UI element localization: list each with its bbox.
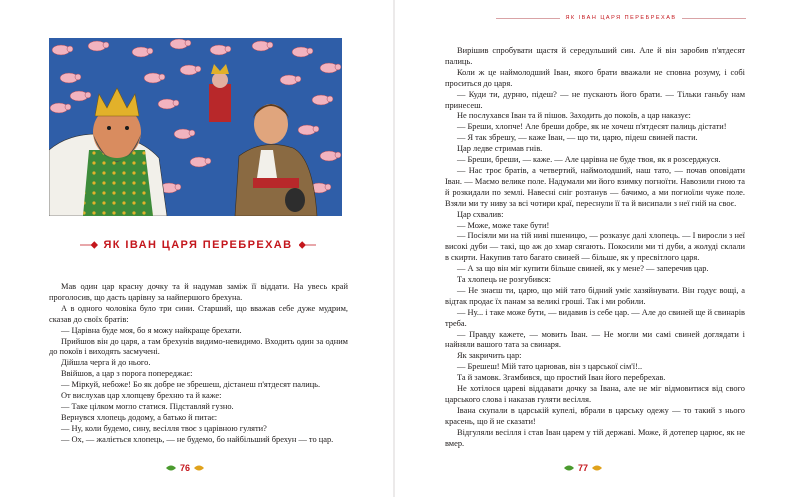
flying-pig-head	[295, 76, 301, 82]
left-page-text	[49, 282, 348, 446]
puppet-body	[209, 84, 231, 122]
flying-pig-head	[225, 46, 231, 52]
paragraph: — Ох, — жаліється хлопець, — не будемо, бо найбільший брехун — то цар.	[61, 434, 334, 444]
green-gold-leaf-icon	[563, 464, 575, 472]
flying-pig-head	[325, 184, 331, 190]
paragraph: — Брешеш! Мій тато царював, він з царської сім'ї!..	[457, 362, 643, 372]
running-head-rule	[496, 18, 560, 19]
paragraph: — Нас троє братів, а четвертий, наймолодший, наш тато, — почав оповідати Іван. — Маємо велике поле. Надумали ми його взимку погноїти. Навозили гною та й розкидали по землі. Навесні сніг розтанув — бачимо, а ми погноїли чуже поле. Взяли ми ту ниву за всі чотири краї, переснули її та й висипали з неї гній на своє.	[445, 165, 745, 208]
page-number-text: 77	[578, 463, 589, 473]
paragraph: Цар схвалив:	[457, 209, 504, 219]
ivan-belt	[253, 178, 299, 188]
paragraph: Прийшов він до царя, а там брехунів видимо-невидимо. Входить один за одним до покоїв і виходять засмучені.	[49, 336, 348, 357]
green-gold-leaf-icon	[193, 464, 205, 472]
paragraph: — Міркуй, небоже! Бо як добре не збрешеш, дістанеш п'ятдесят палиць.	[61, 380, 321, 390]
paragraph: — А за що він міг купити більше свиней, як у мене? — заперечив цар.	[457, 264, 709, 274]
flying-pig-head	[85, 92, 91, 98]
flying-pig-head	[175, 184, 181, 190]
green-gold-leaf-icon	[591, 464, 603, 472]
paragraph: Мав один цар красну дочку та й надумав заміж її віддати. На увесь край проголосив, що дасть царівну за найпершого брехуна.	[49, 282, 348, 302]
paragraph: — Ну... і таке може бути, — видавив із себе цар. — Але до свиней ще й свинарів треба.	[445, 307, 745, 328]
story-title: ЯК ІВАН ЦАРЯ ПЕРЕБРЕХАВ	[103, 239, 293, 251]
paragraph: Коли ж це наймолодший Іван, якого брати вважали не сповна розуму, і собі проситься до царя.	[445, 67, 745, 88]
flying-pig-head	[103, 42, 109, 48]
paragraph: Та й замовк. Згамбився, що простий Іван його перебрехав.	[457, 373, 666, 383]
paragraph: — Правду кажете, — мовить Іван. — Не могли ми самі свиней доглядати і найняли вашого тата за свинаря.	[445, 329, 745, 350]
paragraph: Цар ледве стримав гнів.	[457, 144, 543, 154]
paragraph: Ввійшов, а цар з порога попереджає:	[61, 369, 193, 379]
right-page-text	[445, 46, 745, 450]
paragraph: — Царівна буде моя, бо я можу найкраще брехати.	[61, 325, 242, 335]
flying-pig-head	[205, 158, 211, 164]
paragraph: От вислухав цар хлопцеву брехню та й каже:	[61, 391, 222, 401]
flying-pig-head	[335, 64, 341, 70]
paragraph: — Куди ти, дурню, підеш? — не пускають його брати. — Тільки ганьбу нам принесеш.	[445, 89, 745, 110]
paragraph: Та хлопець не розгубився:	[457, 275, 551, 285]
paragraph: Як закричить цар:	[457, 351, 522, 361]
flying-pig-head	[67, 46, 73, 52]
flying-pig-head	[173, 100, 179, 106]
red-ornament-icon	[80, 240, 98, 250]
red-ornament-icon	[299, 240, 317, 250]
paragraph: — Посіяли ми на тій ниві пшеницю, — розказує далі хлопець. — І виросли з неї високі дуби — такі, що аж до хмар сягають. Покосили ми ті дуби, а жолуді склали в скирти. Накупив тато багато свиней — більше, як у пресвітлого царя.	[445, 231, 745, 263]
running-head-text: ЯК ІВАН ЦАРЯ ПЕРЕБРЕХАВ	[565, 15, 677, 21]
running-head-rule	[682, 18, 746, 19]
story-title-row	[80, 237, 316, 253]
page-number-text: 76	[180, 463, 191, 473]
paragraph: — Не знаєш ти, царю, що мій тато бідний уміє хазяйнувати. Він годує вощі, а відтак продає їх панам за великі гроші. Так і ми робили.	[445, 285, 745, 306]
ivan-hat	[285, 188, 305, 212]
story-illustration	[49, 38, 342, 216]
page-number-right	[563, 462, 603, 474]
paragraph: Івана скупали в царській купелі, вбрали в царську одежу — то такий з нього красень, що й не сказати!	[445, 405, 745, 426]
green-gold-leaf-icon	[165, 464, 177, 472]
paragraph: Вернувся хлопець додому, а батько й питає:	[61, 412, 218, 422]
flying-pig-head	[147, 48, 153, 54]
left-page	[0, 0, 394, 497]
paragraph: — Бреши, бреши, — каже. — Але царівна не буде твоя, як я розсерджуся.	[457, 155, 721, 165]
flying-pig-head	[335, 152, 341, 158]
flying-pig-head	[185, 40, 191, 46]
flying-pig-head	[313, 126, 319, 132]
paragraph: Не хотілося цареві віддавати дочку за Івана, але не міг відмовитися від свого царського слова і наказав гуляти весілля.	[445, 384, 745, 404]
paragraph: Дійшла черга й до нього.	[61, 358, 151, 368]
paragraph: Не послухався Іван та й пішов. Заходить до покоїв, а цар наказує:	[457, 111, 691, 121]
illustration-art	[49, 38, 342, 216]
paragraph: Відгуляли весілля і став Іван царем у тій державі. Може, й дотепер царює, як не вмер.	[445, 427, 745, 448]
flying-pig-head	[195, 66, 201, 72]
flying-pig-head	[307, 48, 313, 54]
paragraph: Вирішив спробувати щастя й середульший син. Але й він заробив п'ятдесят палиць.	[445, 46, 745, 66]
paragraph: — Бреши, хлопче! Але бреши добре, як не хочеш п'ятдесят палиць дістати!	[457, 122, 727, 132]
paragraph: А в одного чоловіка було три сини. Старший, що вважав себе дуже мудрим, сказав до своїх братів:	[49, 303, 348, 324]
paragraph: — Таке цілком могло статися. Підставляй гузно.	[61, 401, 234, 411]
flying-pig-head	[189, 130, 195, 136]
paragraph: — Я так збрешу, — каже Іван, — що ти, царю, підеш свиней пасти.	[457, 133, 698, 143]
paragraph: — Може, може таке бути!	[457, 220, 550, 230]
flying-pig-head	[267, 42, 273, 48]
flying-pig-head	[65, 104, 71, 110]
flying-pig-head	[75, 74, 81, 80]
running-head	[496, 13, 746, 23]
flying-pig-head	[159, 74, 165, 80]
page-number-left	[165, 462, 205, 474]
flying-pig-head	[327, 96, 333, 102]
paragraph: — Ну, коли будемо, сину, весілля твоє з царівною гуляти?	[61, 423, 267, 433]
